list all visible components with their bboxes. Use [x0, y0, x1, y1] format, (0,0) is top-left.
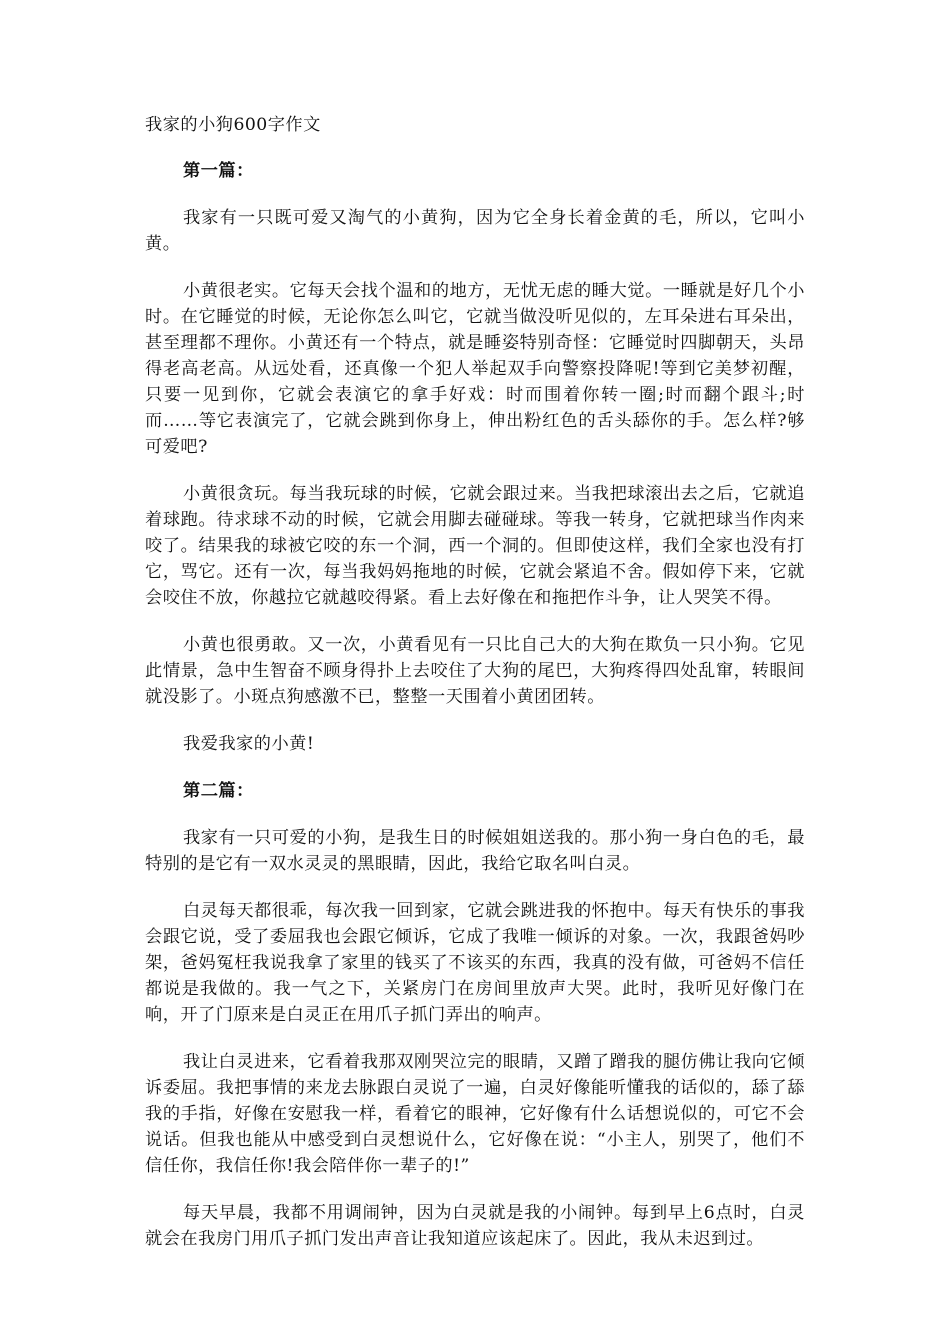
paragraph: 小黄很老实。它每天会找个温和的地方，无忧无虑的睡大觉。一睡就是好几个小时。在它睡觉的时候，无论你怎么叫它，它就当做没听见似的，左耳朵进右耳朵出，甚至理都不理你。小黄还有一个特点，就是睡姿特别奇怪：它睡觉时四脚朝天，头昂得老高老高。从远处看，还真像一个犯人举起双手向警察投降呢!等到它美梦初醒，只要一见到你，它就会表演它的拿手好戏：时而围着你转一圈;时而翻个跟斗;时而……等它表演完了，它就会跳到你身上，伸出粉红色的舌头舔你的手。怎么样?够可爱吧?: [145, 281, 805, 457]
section-heading: 第二篇：: [183, 781, 254, 801]
document-body: [145, 112, 805, 1273]
essay-section-1: [145, 158, 805, 757]
section-heading: 第一篇：: [183, 161, 254, 181]
paragraph: 我让白灵进来，它看着我那双刚哭泣完的眼睛，又蹭了蹭我的腿仿佛让我向它倾诉委屈。我把事情的来龙去脉跟白灵说了一遍，白灵好像能听懂我的话似的，舔了舔我的手指，好像在安慰我一样，看着它的眼神，它好像有什么话想说似的，可它不会说话。但我也能从中感受到白灵想说什么，它好像在说：“小主人，别哭了，他们不信任你，我信任你!我会陪伴你一辈子的!”: [145, 1052, 805, 1176]
document-title: 我家的小狗600字作文: [145, 115, 321, 135]
paragraph: 我家有一只既可爱又淘气的小黄狗，因为它全身长着金黄的毛，所以，它叫小黄。: [145, 208, 805, 254]
paragraph: 白灵每天都很乖，每次我一回到家，它就会跳进我的怀抱中。每天有快乐的事我会跟它说，受了委屈我也会跟它倾诉，它成了我唯一倾诉的对象。一次，我跟爸妈吵架，爸妈冤枉我说我拿了家里的钱买了不该买的东西，我真的没有做，可爸妈不信任都说是我做的。我一气之下，关紧房门在房间里放声大哭。此时，我听见好像门在响，开了门原来是白灵正在用爪子抓门弄出的响声。: [145, 901, 805, 1025]
paragraph: 我家有一只可爱的小狗，是我生日的时候姐姐送我的。那小狗一身白色的毛，最特别的是它有一双水灵灵的黑眼睛，因此，我给它取名叫白灵。: [145, 828, 805, 874]
paragraph: 小黄很贪玩。每当我玩球的时候，它就会跟过来。当我把球滚出去之后，它就追着球跑。待求球不动的时候，它就会用脚去碰碰球。等我一转身，它就把球当作肉来咬了。结果我的球被它咬的东一个洞，西一个洞的。但即使这样，我们全家也没有打它，骂它。还有一次，每当我妈妈拖地的时候，它就会紧追不舍。假如停下来，它就会咬住不放，你越拉它就越咬得紧。看上去好像在和拖把作斗争，让人哭笑不得。: [145, 484, 805, 608]
paragraph: 每天早晨，我都不用调闹钟，因为白灵就是我的小闹钟。每到早上6点时，白灵就会在我房门用爪子抓门发出声音让我知道应该起床了。因此，我从未迟到过。: [145, 1203, 805, 1249]
paragraph: 小黄也很勇敢。又一次，小黄看见有一只比自己大的大狗在欺负一只小狗。它见此情景，急中生智奋不顾身得扑上去咬住了大狗的尾巴，大狗疼得四处乱窜，转眼间就没影了。小斑点狗感激不已，整整一天围着小黄团团转。: [145, 635, 805, 707]
essay-section-2: [145, 778, 805, 1252]
paragraph: 我爱我家的小黄!: [183, 734, 315, 754]
